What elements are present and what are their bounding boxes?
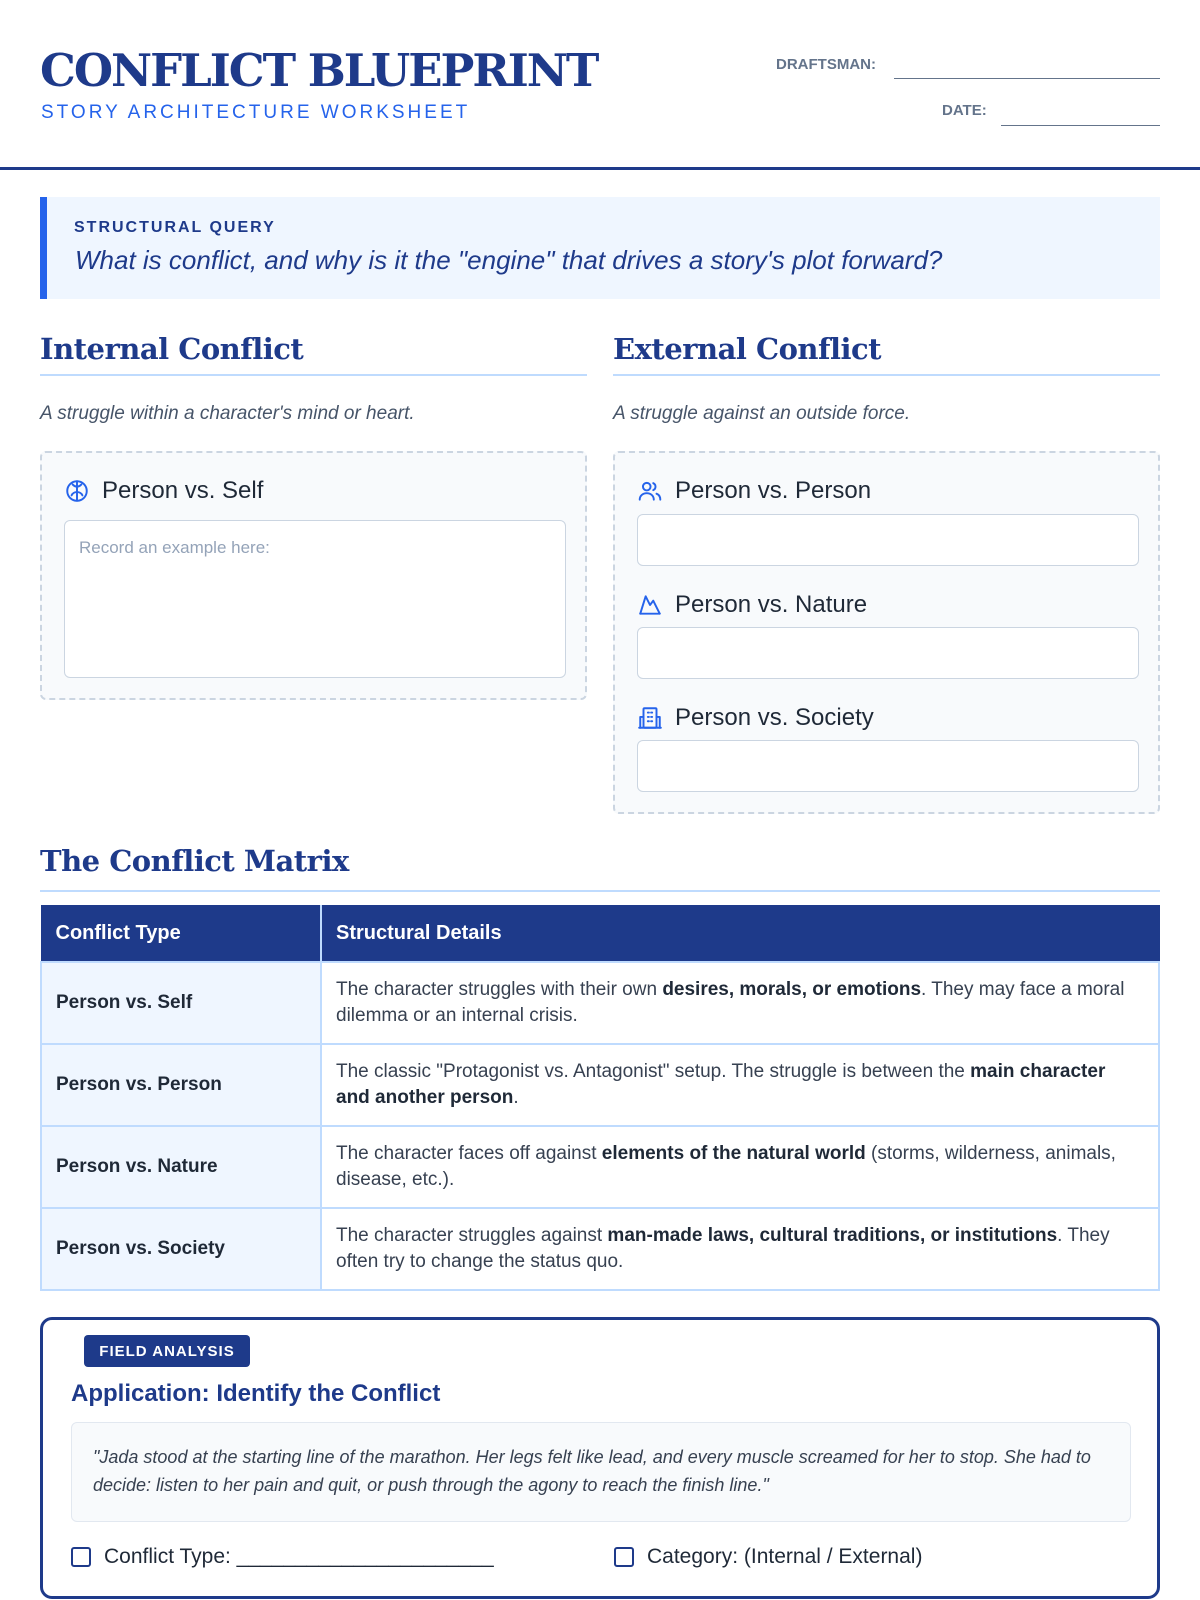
category-label: Category: (Internal / External) (647, 1545, 923, 1568)
date-label: DATE: (942, 102, 987, 119)
internal-conflict-title: Internal Conflict (40, 330, 587, 376)
application-title: Application: Identify the Conflict (71, 1380, 441, 1407)
users-icon (637, 478, 663, 504)
building-icon (637, 705, 663, 731)
row-details: The character struggles with their own desires, morals, or emotions. They may face a moral dilemma or an internal crisis. (321, 962, 1159, 1044)
conflict-matrix-title: The Conflict Matrix (40, 844, 1160, 892)
internal-conflict-description: A struggle within a character's mind or heart. (40, 403, 415, 424)
internal-conflict-section (40, 330, 587, 557)
conflict-type-label: Conflict Type: ______________________ (104, 1545, 494, 1568)
person-vs-society-example-field[interactable] (637, 740, 1139, 792)
type-label: Person vs. Self (102, 477, 264, 504)
type-person-vs-self (64, 476, 263, 506)
table-row (41, 1126, 1159, 1208)
column-header-conflict-type: Conflict Type (41, 906, 321, 962)
draftsman-label: DRAFTSMAN: (776, 56, 876, 73)
draftsman-field[interactable] (894, 78, 1160, 79)
table-row (41, 962, 1159, 1044)
worksheet-header (0, 0, 1200, 170)
field-placeholder: Record an example here: (79, 538, 270, 557)
table-header-row (41, 906, 1159, 962)
row-conflict-type: Person vs. Society (41, 1208, 321, 1290)
passage-quote: "Jada stood at the starting line of the marathon. Her legs felt like lead, and every muscle screamed for her to stop. She had to decide: listen to her pain and quit, or push through the agony to reach the finish line." (93, 1447, 1091, 1495)
conflict-type-checkbox[interactable] (71, 1547, 91, 1567)
field-analysis-box (40, 1317, 1160, 1599)
row-details: The character faces off against elements of the natural world (storms, wilderness, animals, disease, etc.). (321, 1126, 1159, 1208)
external-conflict-section (613, 330, 1160, 731)
type-label: Person vs. Person (675, 477, 872, 504)
row-conflict-type: Person vs. Nature (41, 1126, 321, 1208)
row-conflict-type: Person vs. Self (41, 962, 321, 1044)
query-text: What is conflict, and why is it the "engine" that drives a story's plot forward? (75, 245, 943, 275)
brain-icon (64, 478, 90, 504)
conflict-type-option[interactable] (71, 1545, 494, 1569)
type-label: Person vs. Society (675, 704, 874, 731)
page-title: CONFLICT BLUEPRINT (40, 44, 598, 97)
category-checkbox[interactable] (614, 1547, 634, 1567)
external-conflict-box (613, 451, 1160, 814)
table-row (41, 1044, 1159, 1126)
page-subtitle: STORY ARCHITECTURE WORKSHEET (41, 102, 471, 123)
structural-query-callout (40, 197, 1160, 299)
type-person-vs-nature (637, 590, 867, 620)
mountain-icon (637, 592, 663, 618)
type-person-vs-society (637, 703, 874, 733)
external-conflict-description: A struggle against an outside force. (613, 403, 911, 424)
type-person-vs-person (637, 476, 871, 506)
field-analysis-badge: FIELD ANALYSIS (84, 1335, 250, 1367)
conflict-matrix-table (40, 905, 1160, 1291)
column-header-structural-details: Structural Details (321, 906, 1159, 962)
query-label: STRUCTURAL QUERY (74, 219, 276, 236)
internal-conflict-box (40, 451, 587, 700)
external-conflict-title: External Conflict (613, 330, 1160, 376)
passage-box (71, 1422, 1131, 1522)
row-details: The classic "Protagonist vs. Antagonist" setup. The struggle is between the main character and another person. (321, 1044, 1159, 1126)
person-vs-self-example-field[interactable] (64, 520, 566, 678)
row-conflict-type: Person vs. Person (41, 1044, 321, 1126)
type-label: Person vs. Nature (675, 591, 868, 618)
date-field[interactable] (1001, 125, 1160, 126)
category-option[interactable] (614, 1545, 922, 1569)
table-row (41, 1208, 1159, 1290)
person-vs-person-example-field[interactable] (637, 514, 1139, 566)
person-vs-nature-example-field[interactable] (637, 627, 1139, 679)
row-details: The character struggles against man-made laws, cultural traditions, or institutions. They often try to change the status quo. (321, 1208, 1159, 1290)
